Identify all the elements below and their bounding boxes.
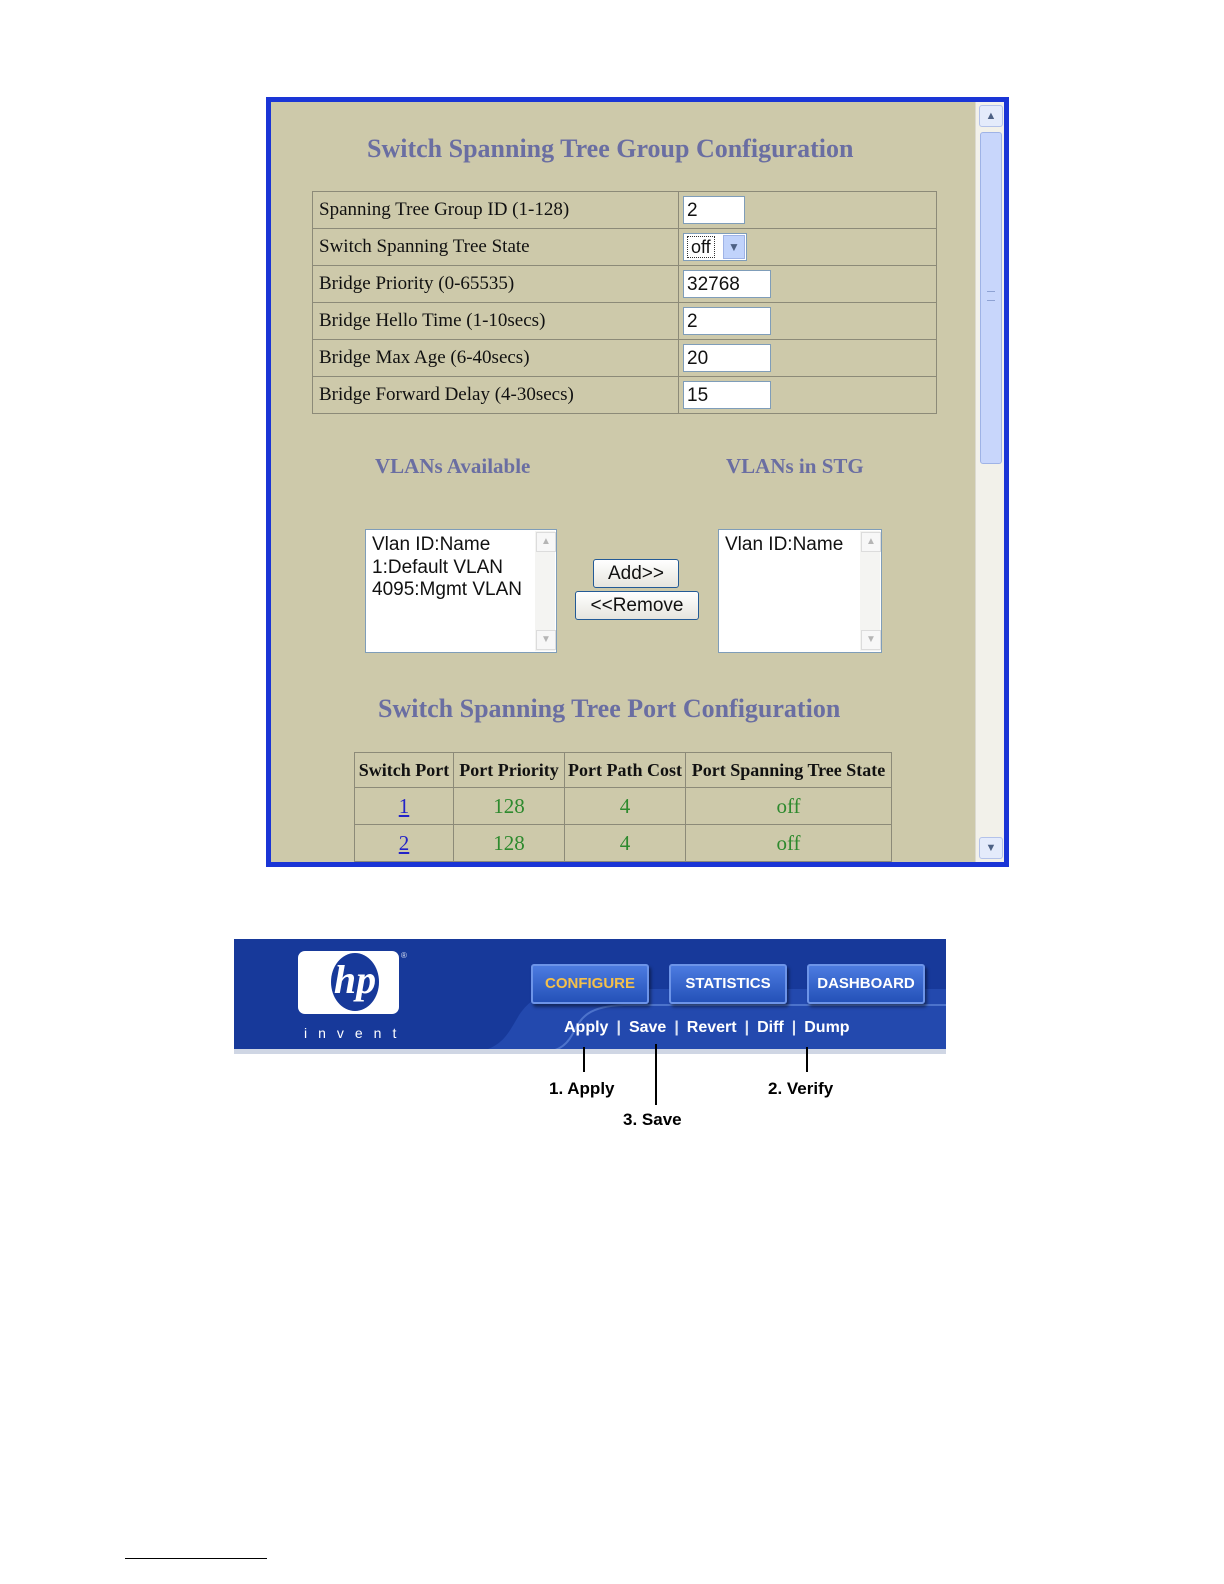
stp-state-select[interactable] <box>683 233 747 261</box>
hello-time-label: Bridge Hello Time (1-10secs) <box>313 303 679 340</box>
max-age-label: Bridge Max Age (6-40secs) <box>313 340 679 377</box>
table-row <box>313 192 937 229</box>
list-scrollbar[interactable] <box>860 531 880 651</box>
registered-mark: ® <box>401 951 407 960</box>
vlans-available-heading: VLANs Available <box>375 454 531 478</box>
browser-window-frame <box>266 97 1009 867</box>
column-header: Port Spanning Tree State <box>686 753 892 788</box>
list-item[interactable]: Vlan ID:Name <box>725 534 844 555</box>
column-header: Switch Port <box>355 753 454 788</box>
diff-link[interactable]: Diff <box>757 1019 784 1036</box>
chevron-down-icon[interactable]: ▼ <box>861 630 881 650</box>
port-link[interactable]: 1 <box>398 793 410 818</box>
hello-time-input[interactable]: 2 <box>683 307 771 335</box>
column-header: Port Path Cost <box>565 753 686 788</box>
vlans-in-stg-list[interactable] <box>718 529 882 653</box>
link-separator: | <box>674 1019 679 1036</box>
link-separator: | <box>744 1019 750 1036</box>
hp-logo-mark: hp <box>331 953 379 1011</box>
apply-callout: 1. Apply <box>549 1079 615 1098</box>
tab-statistics[interactable]: STATISTICS <box>669 964 787 1004</box>
list-item[interactable]: Vlan ID:Name <box>372 534 491 555</box>
hp-banner <box>234 939 946 1054</box>
port-state-cell: off <box>686 788 892 825</box>
chevron-down-icon[interactable]: ▼ <box>979 837 1003 859</box>
list-item[interactable]: 1:Default VLAN <box>372 556 503 578</box>
footnote-rule <box>125 1558 267 1559</box>
table-row <box>355 862 892 863</box>
port-config-table <box>354 752 892 862</box>
tab-configure[interactable]: CONFIGURE <box>531 964 649 1004</box>
table-row <box>313 340 937 377</box>
invent-tagline: invent <box>304 1025 408 1041</box>
port-priority-cell: 128 <box>454 788 565 825</box>
tab-dashboard[interactable]: DASHBOARD <box>807 964 925 1004</box>
scrollbar-thumb[interactable] <box>980 132 1002 464</box>
revert-link[interactable]: Revert <box>686 1019 737 1036</box>
table-row <box>355 788 892 825</box>
chevron-down-icon[interactable]: ▼ <box>723 235 745 259</box>
list-item[interactable]: 4095:Mgmt VLAN <box>372 579 522 600</box>
stp-state-label: Switch Spanning Tree State <box>313 229 679 266</box>
port-state-cell: off <box>686 825 892 862</box>
save-callout: 3. Save <box>623 1110 682 1129</box>
verify-callout: 2. Verify <box>768 1079 834 1098</box>
apply-callout-line <box>583 1047 585 1072</box>
stg-config-page <box>271 102 1004 862</box>
save-link[interactable]: Save <box>628 1019 667 1036</box>
stg-id-label: Spanning Tree Group ID (1-128) <box>313 192 679 229</box>
port-link[interactable]: 2 <box>398 830 410 855</box>
chevron-up-icon[interactable]: ▲ <box>536 532 556 552</box>
save-callout-line <box>655 1044 657 1105</box>
max-age-input[interactable]: 20 <box>683 344 771 372</box>
port-path-cost-cell: 4 <box>565 788 686 825</box>
page-scrollbar[interactable] <box>975 102 1004 862</box>
forward-delay-input[interactable]: 15 <box>683 381 771 409</box>
table-header-row <box>355 753 892 788</box>
port-path-cost-cell: 4 <box>565 825 686 862</box>
port-priority-cell: 128 <box>454 825 565 862</box>
list-scrollbar[interactable] <box>535 531 555 651</box>
stg-config-table <box>312 191 937 414</box>
chevron-down-icon[interactable]: ▼ <box>536 630 556 650</box>
bridge-priority-input[interactable]: 32768 <box>683 270 771 298</box>
add-vlan-button[interactable]: Add>> <box>593 559 679 588</box>
vlans-available-list[interactable] <box>365 529 557 653</box>
stg-id-input[interactable]: 2 <box>683 196 745 224</box>
table-row <box>313 303 937 340</box>
action-links <box>564 1019 850 1037</box>
dump-link[interactable]: Dump <box>804 1019 850 1036</box>
banner-bottom-line <box>234 1049 946 1054</box>
verify-callout-line <box>806 1047 808 1072</box>
bridge-priority-label: Bridge Priority (0-65535) <box>313 266 679 303</box>
vlans-in-stg-heading: VLANs in STG <box>726 454 864 478</box>
table-row <box>313 377 937 414</box>
remove-vlan-button[interactable]: <<Remove <box>575 591 699 620</box>
table-row <box>355 825 892 862</box>
column-header: Port Priority <box>454 753 565 788</box>
forward-delay-label: Bridge Forward Delay (4-30secs) <box>313 377 679 414</box>
stp-state-selected-value: off <box>687 236 715 258</box>
hp-logo <box>298 951 399 1014</box>
chevron-up-icon[interactable]: ▲ <box>861 532 881 552</box>
stg-config-title: Switch Spanning Tree Group Configuration <box>367 134 854 163</box>
table-row <box>313 266 937 303</box>
chevron-up-icon[interactable]: ▲ <box>979 105 1003 127</box>
link-separator: | <box>616 1019 621 1036</box>
grip-icon <box>987 291 995 301</box>
port-config-title: Switch Spanning Tree Port Configuration <box>378 694 841 723</box>
link-separator: | <box>791 1019 797 1036</box>
apply-link[interactable]: Apply <box>564 1019 609 1036</box>
table-row <box>313 229 937 266</box>
